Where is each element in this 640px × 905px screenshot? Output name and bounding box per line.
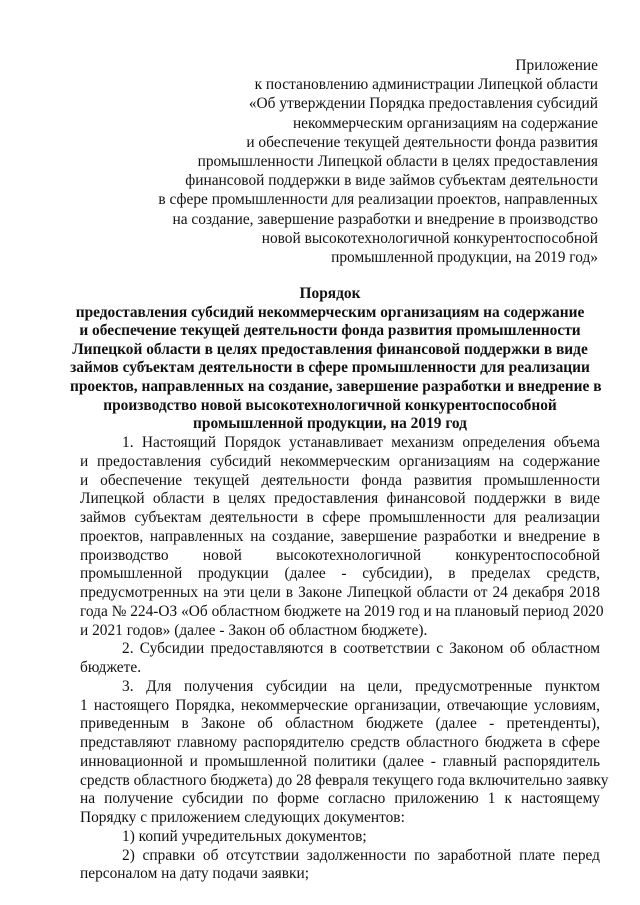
paragraph-line: средств областного бюджета) до 28 февраля текущего года включительно заявку [80,771,609,789]
appendix-line: к постановлению администрации Липецкой области [254,76,598,94]
paragraph-line: инновационной и промышленной политики (далее - главный распорядитель [80,752,600,770]
paragraph-line: 1 настоящего Порядка, некоммерческие организации, отвечающие условиям, [80,696,600,714]
appendix-line: новой высокотехнологичной конкурентоспособной [261,229,598,247]
title-line: проектов, направленных на создание, завершение разработки и внедрение в [70,377,602,395]
paragraph-line: 3. Для получения субсидии на цели, предусмотренные пунктом [122,677,600,695]
appendix-line: в сфере промышленности для реализации проектов, направленных [158,191,598,209]
paragraph-line: производство новой высокотехнологичной конкурентоспособной [80,546,600,564]
paragraph-line: и обеспечение текущей деятельности фонда развития промышленности [80,471,600,489]
appendix-line: финансовой поддержки в виде займов субъектам деятельности [185,172,598,190]
title-line: производство новой высокотехнологичной конкурентоспособной [103,396,557,414]
title-line: займов субъектам деятельности в сфере промышленности для реализации [70,359,590,377]
paragraph-1 [80,434,604,640]
appendix-header [128,56,598,267]
paragraph-line: персоналом на дату подачи заявки; [80,865,310,883]
document-body [80,434,609,884]
paragraph-line: 2. Субсидии предоставляются в соответствии с Законом об областном [122,640,600,658]
paragraph-2 [80,640,600,678]
paragraph-line: Липецкой области в целях предоставления финансовой поддержки в виде [80,490,600,508]
paragraph-line: представляют главному распорядителю средств областного бюджета в сфере [80,734,600,751]
paragraph-line: и 2021 годов» (далее - Закон об областном бюджете). [80,621,428,639]
appendix-line: промышленной продукции, на 2019 год» [331,249,598,267]
paragraph-line: года № 224-ОЗ «Об областном бюджете на 2019 год и на плановый период 2020 [80,602,604,620]
appendix-line: и обеспечение текущей деятельности фонда развития [246,133,598,151]
paragraph-line: на получение субсидии по форме согласно приложению 1 к настоящему [80,790,600,808]
paragraph-line: бюджете. [80,659,142,676]
appendix-line: некоммерческим организациям на содержание [292,114,598,132]
paragraph-line: предусмотренных на эти цели в Законе Липецкой области от 24 декабря 2018 [80,584,600,601]
paragraph-line: 2) справки об отсутствии задолженности по заработной плате перед [122,846,600,864]
paragraph-line: Порядку с приложением следующих документов: [80,809,405,826]
document-title [70,285,602,434]
list-item-2 [80,847,600,885]
appendix-line: «Об утверждении Порядка предоставления субсидий [248,95,598,113]
paragraph-line: займов субъектам деятельности в сфере промышленности для реализации [80,509,600,526]
paragraph-line: промышленной продукции (далее - субсидии), в пределах средств, [80,565,600,583]
paragraph-line: и предоставления субсидий некоммерческим организациям на содержание [80,452,600,470]
paragraph-line: 1) копий учредительных документов; [122,827,367,845]
title-line: предоставления субсидий некоммерческим организациям на содержание [75,303,585,321]
title-line: Порядок [299,285,361,302]
title-line: и обеспечение текущей деятельности фонда развития промышленности [79,322,581,340]
title-line: промышленной продукции, на 2019 год [193,415,467,433]
appendix-line: промышленности Липецкой области в целях предоставления [197,153,598,171]
paragraph-3 [80,677,609,828]
paragraph-line: приведенным в Законе об областном бюджете (далее - претенденты), [80,715,600,733]
appendix-line: на создание, завершение разработки и внедрение в производство [172,210,598,228]
appendix-line: Приложение [515,57,598,74]
paragraph-line: 1. Настоящий Порядок устанавливает механизм определения объема [122,434,600,451]
title-line: Липецкой области в целях предоставления финансовой поддержки в виде [72,340,588,358]
paragraph-line: проектов, направленных на создание, завершение разработки и внедрение в [80,527,600,545]
list-item-1 [80,828,600,847]
